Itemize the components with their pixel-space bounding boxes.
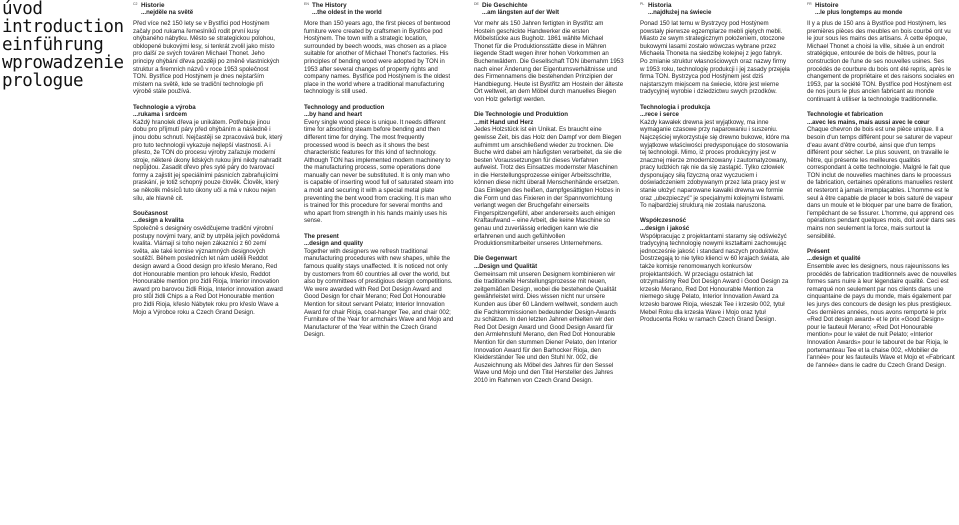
body-paragraph: Il y a plus de 150 ans à Bystřice pod Hostýnem, les premières pièces des meubles en bois courbé ont vu le jour sous les mains des artisans. À cette époque, Michael Thonet a choisi la ville, située à un endroit stratégique, entourée de bois de hêtres, pour la construction de l'une de ses nouvelles usines. Ses procédés de courbure du bois ont été repris, après le changement de propriétaire et des raisons sociales en 1953, par la société TON. Bystřice pod Hostýnem est de nos jours le plus ancien fabricant au monde continuant à utiliser la technologie traditionnelle. — [807, 20, 955, 103]
title-en: introduction — [2, 17, 124, 37]
column-body — [133, 20, 283, 316]
section-subheading: ...by hand and heart — [304, 111, 363, 119]
column-header — [304, 2, 454, 20]
column-body — [640, 20, 790, 324]
body-paragraph: Každý hranolek dřeva je unikátem. Potřebuje jinou dobu pro příjmutí páry před ohýbáním a následně i jinou dobu schnutí. Nejčastěji se zpracovává buk, který pro tuto technologii vykazuje nejlepší vlastnosti. A i přesto, že TON do procesu výroby zařazuje moderní stroje, některé úkony lidských rukou jimi nikdy nahradit nepůjdou. Zasadit dřevo přes syté páry do tvarovací formy a zajistit jej speciálními pásnicích zabraňujícími praskání, je totiž schopný pouze člověk. Člověk, který se několik měsíců tuto úkony učí a má v rukou nejen sílu, ale hlavně cit. — [133, 118, 283, 202]
section — [304, 104, 454, 226]
body-paragraph: Společně s designéry osvědčujeme tradiční výrobní postupy novými tvary, aniž by utrpěla jejich povědomá kvalita. Vlámají si toho nejen zákazníci z 60 zemí světa, ale také komise významných designových soutěží. Během posledních let nám udělili Reddot design award a Good design pro křeslo Merano, Red dot Honourable mention pro lehouk křeslo, Reddot Honourable mention pro židli Rioja, Interior innovation award pro barovou židli Rioja, Interior innovation award pro stůl židli Chips a a Red Dot Honourable mention pro židli Rioja, křeslo Nábytek roku pro křeslo Wave a Mojo a Výrobce roku a Czech Grand Design. — [133, 225, 283, 316]
column-header — [133, 2, 283, 20]
section-subheading: ...design et qualité — [807, 255, 861, 263]
intro-title-stack — [2, 0, 124, 91]
column-subtitle: ...am längsten auf der Welt — [482, 9, 560, 16]
section-heading: The present — [304, 232, 339, 240]
column-title: Die Geschichte — [482, 2, 528, 9]
column-subtitle: ...le plus longtemps au monde — [815, 9, 903, 16]
body-paragraph: Każdy kawałek drewna jest wyjątkowy, ma inne wymaganie czasowe przy naparowaniu i suszeniu. Najczęściej wykorzystuje się drewno bukowe, które ma wyjątkowe właściwości predysponujące do stosowania tej technologii. Mimo, iż proces produkcyjny jest w znacznej mierze zmodernizowany i zautomatyzowany, pracy ludzkich rąk nie da się zastąpić. Tylko człowiek dysponujący siłą fizyczną oraz wyczuciem i doświadczeniem zdobywanym przez lata pracy jest w stanie ułożyć naparowane kawałki drewna we formie oraz „ubezpieczyć" je specjalnymi kolejnymi listwami. To najbardziej strukturą nie została naruszona. — [640, 118, 790, 210]
column-body — [304, 20, 454, 339]
section-subheading: ...design i jakość — [640, 225, 690, 233]
section-subheading: ...design a kvalita — [133, 217, 184, 225]
section-subheading: ...rukama i srdcem — [133, 111, 187, 119]
section — [640, 104, 790, 210]
section — [133, 20, 283, 96]
column-de — [474, 2, 624, 525]
section — [474, 255, 624, 384]
section-heading: Technologie et fabrication — [807, 111, 883, 119]
column-title: Histoire — [815, 2, 839, 9]
title-pl: wprowadzenie — [2, 53, 124, 73]
page-marker: C2 — [133, 2, 138, 6]
column-pl — [640, 2, 790, 525]
section — [133, 104, 283, 203]
section-subheading: ...Design und Qualität — [474, 263, 538, 270]
section — [640, 217, 790, 323]
body-paragraph: Před více než 150 lety se v Bystřici pod Hostýnem začaly pod rukama řemeslníků rodit první kusy ohýbaného nábytku. Město se strategickou polohou, obklopené bukovými lesy, si tenkrát zvolil jako místo pro další ze svých továren Michael Thonet. Jeho principy ohýbání dřeva později po změně vlastnických struktur a firemních názvů v roce 1953 společnost TON. Bystřice pod Hostýnem je dnes nejstarším místem na světě, kde se tradiční technologie při výrobě stále používá. — [133, 20, 280, 96]
section — [304, 20, 454, 96]
section — [640, 20, 790, 96]
body-paragraph: Jedes Holzstück ist ein Unikat. Es braucht eine gewisse Zeit, bis das Holz den Dampf vor dem Biegen aufnimmt um anschließend wieder zu trocknen. Die Buche wird dabei am häufigsten verarbeitet, da sie die besten Voraussetzungen für dieses Verfahren aufweist. Trotz des Einsatzes modernster Maschinen in die Herstellungsprozesse einiger Arbeitsschritte, können diese nicht überall Menschenhände ersetzen. Das Einlegen des heißen, dampfgesättigten Holzes in die Form und das Fixieren in der Spannvorrichtung verlangt wegen der Bruchgefahr einerseits Fingerspitzengefühl, aber andererseits auch einigen Kraftaufwand – eine Arbeit, die keine Maschine so genau und zuverlässig erledigen kann wie die erfahrenen und auch gefühlvollen Produktionsmitarbeiter unseres Unternehmens. — [474, 126, 622, 248]
column-title: Historie — [141, 2, 165, 9]
section-heading: Współczesność — [640, 217, 687, 225]
section — [807, 20, 957, 104]
section-heading: Technologia i produkcja — [640, 103, 711, 111]
section-heading: Technology and production — [304, 103, 385, 111]
section-subheading: ...design and quality — [304, 240, 364, 248]
section-heading: Technologie a výroba — [133, 103, 196, 111]
column-title: Historia — [648, 2, 672, 9]
page-marker: DE — [474, 2, 479, 6]
column-body — [807, 20, 957, 369]
column-body — [474, 20, 624, 385]
page-marker: FR — [807, 2, 812, 6]
column-subtitle: ...najdłużej na świecie — [648, 9, 712, 16]
column-header — [807, 2, 957, 20]
column-header — [640, 2, 790, 20]
section — [474, 111, 624, 248]
section-subheading: ...rece i serce — [640, 111, 679, 119]
body-paragraph: More than 150 years ago, the first pieces of bentwood furniture were created by craftsmen in Bystřice pod Hostýnem. The town with a strategic location, surrounded by beech woods, was chosen as a place suitable for another of Michael Thonet's factories. His principles of bending wood were adopted by TON in 1953 after several changes of property rights and company names. Bystřice pod Hostýnem is the oldest place in the world where a traditional manufacturing technology is still used. — [304, 20, 451, 96]
section-heading: Présent — [807, 247, 830, 255]
section — [807, 248, 957, 370]
section-heading: Die Technologie und Produktion — [474, 111, 569, 119]
column-en — [304, 2, 454, 525]
column-title: The History — [312, 2, 347, 9]
title-de: einführung — [2, 35, 104, 55]
page-marker: EN — [304, 2, 309, 6]
section-subheading: ...avec les mains, mais aussi avec le cœur — [807, 118, 930, 126]
body-paragraph: Together with designers we refresh traditional manufacturing procedures with new shapes, while the famous quality stays unaffected. It is noticed not only by customers from 60 countries all over the world, but also by committees of prestigious design competitions. We were awarded with Red Dot Design Award and Good Design for chair Merano; Red Dot Honourable Mention for sitout servant Pelato; Interior Innovation Award for chair Rioja, coat-hanger Tee, and chair 002; Furniture of the Year for armchairs Wave and Mojo and Manufacturer of the Year within the Czech Grand Design. — [304, 247, 454, 339]
section — [474, 20, 624, 104]
page-marker: PL — [640, 2, 645, 6]
section-heading: Die Gegenwart — [474, 255, 517, 263]
title-cz: úvod — [2, 0, 43, 19]
body-paragraph: Współpracując z projektantami staramy się odświeżyć tradycyjną technologię nowymi kształtami zachowując jednocześnie jakość i standard naszych produktów. Dostrzegają to nie tylko klienci w 60 krajach świata, ale także komisje renomowanych konkursów projektantskich. W przeciągu ostatnich lat otrzymaliśmy Red Dot Design Award i Good Design za krzesło Merano, Red Dot Honourable Mention za niemego sługę Pelato, Interior Innovation Award za krzesło barowe Rioja, wieszak Tee i krzesło 002, tytuł Mebel Roku dla krzesła Wave i Mojo oraz tytuł Producenta Roku w ramach Czech Grand Design. — [640, 232, 790, 324]
section-heading: Současnost — [133, 209, 168, 217]
body-paragraph: Vor mehr als 150 Jahren fertigten in Bystřitz am Hostein geschickte Handwerker die ersten Möbelstücke aus Bugholz. 1861 wählte Michael Thonet für die Produktionsstätte diese in Mähren liegende Stadt wegen ihrer hohen Vorkommen an Buchenwäldern. Die Gesellschaft TON übernahm 1953 nach einer Änderung der Eigentumsverhältnisse und des Firmennamens die bestehenden Prinzipien der Handbiegung. Heute ist Bystřitz am Hostein der älteste Ort weltweit, an dem Möbel durch manuelles Biegen von Holz gefertigt werden. — [474, 20, 624, 103]
column-subtitle: ...the oldest in the world — [312, 9, 382, 16]
section — [304, 233, 454, 339]
section — [133, 210, 283, 316]
body-paragraph: Every single wood piece is unique. It needs different time for absorbing steam before bending and then different time for drying. The most frequently processed wood is beech as it shows the best characteristic features for this kind of technology. Although TON has implemented modern machinery to the manufacturing process, some operations done manually can never be substituted. It is only man who is capable of inserting wood full of saturated steam into a mold and securing it with a special metal plate preventing the bent wood from cracking. It is man who is trained for this procedure for several months and who apart from strength in his hands mainly uses his sense. — [304, 118, 454, 225]
column-cz — [133, 2, 283, 525]
column-fr — [807, 2, 957, 525]
body-paragraph: Gemeinsam mit unseren Designern kombinieren wir die traditionelle Herstellungsprozesse mit neuen, zeitgemäßen Design, wobei die bestehende Qualität gewährleistet wird. Dies wissen nicht nur unsere Kunden aus über 60 Ländern weltweit, sondern auch die Fachkommissionen bedeutender Design-Awards zu schätzen. In den letzten Jahren erhielten wir den Red Dot Design Award und Good Design Award für den Armlehnstuhl Merano, den Red Dot Honourable Mention für den stummen Diener Pelato, den Interior Innovation Award für den Barhocker Rioja, den Kleiderständer Tee und den Stuhl Nr. 002, die Auszeichnung als Möbel des Jahres für den Sessel Wave und Mojo und den Titel Hersteller des Jahres 2010 im Rahmen von Czech Grand Design. — [474, 270, 618, 384]
section — [807, 111, 957, 240]
body-paragraph: Ponad 150 lat temu w Bystrzycy pod Hostýnem powstały pierwsze egzemplarze mebli giętych mebli. Miasto ze swym strategicznym położeniem, otoczone bukowymi lasami zostało wówczas wybrane przez Michaela Thoneta na siedzibę kolejnej z jego fabryk. Po zmianie struktur własnościowych oraz nazwy firmy w 1953 roku, technologię produkcji i jej zasady przejęła firma TON. Bystrzyca pod Hostýnem jest dziś najstarszym miejscem na świecie, które jest wierne tradycyjnej wyrobie i dziedzictwu swych przodków. — [640, 20, 790, 96]
body-paragraph: Ensemble avec les designers, nous rajeunissons les procédés de fabrication traditionnels avec de nouvelles formes sans nuire à leur légendaire qualité. Ceci est remarqué non seulement par nos clients dans une cinquantaine de pays du monde, mais également par les jurys des concours de design les plus prestigieux. Ces dernières années, nous avons remporté le prix «Red Dot design award» et le prix «Good Design» pour le fauteuil Merano; «Red Dot Honourable mention» pour le valet de nuit Pelato; «Interior Innovation Awards» pour le tabouret de bar Rioja, le portemanteau Tee et la chaise 002, «Mobilier de l'année» pour les fauteuils Wave et Mojo et «Fabricant de l'année» dans le cadre du Czech Grand Design. — [807, 263, 957, 369]
section-subheading: ...mit Hand und Herz — [474, 118, 534, 126]
column-subtitle: ...nejděle na světě — [141, 9, 194, 16]
column-header — [474, 2, 624, 20]
body-paragraph: Chaque chevron de bois est une pièce unique. Il a besoin d'un temps différent pour se saturer de vapeur d'eau avant d'être courbé, ainsi que d'un temps différent pour sécher. Le plus souvent, on travaille le hêtre, qui présente les meilleures qualités correspondant à cette technologie. Malgré le fait que TON inclut de nouvelles machines dans le processus de fabrication, certaines opérations manuelles restent et resteront à jamais irremplaçables. L'homme est le seul à être capable de placer le bois saturé de vapeur dans un moule et le bloquer par une barre de fixation, l'empêchant de se fissurer. L'homme, qui apprend ces opérations pendant quelques mois, doit avoir dans ses mains non seulement la force, mais surtout la sensibilité. — [807, 126, 956, 240]
title-fr: prologue — [2, 71, 84, 91]
